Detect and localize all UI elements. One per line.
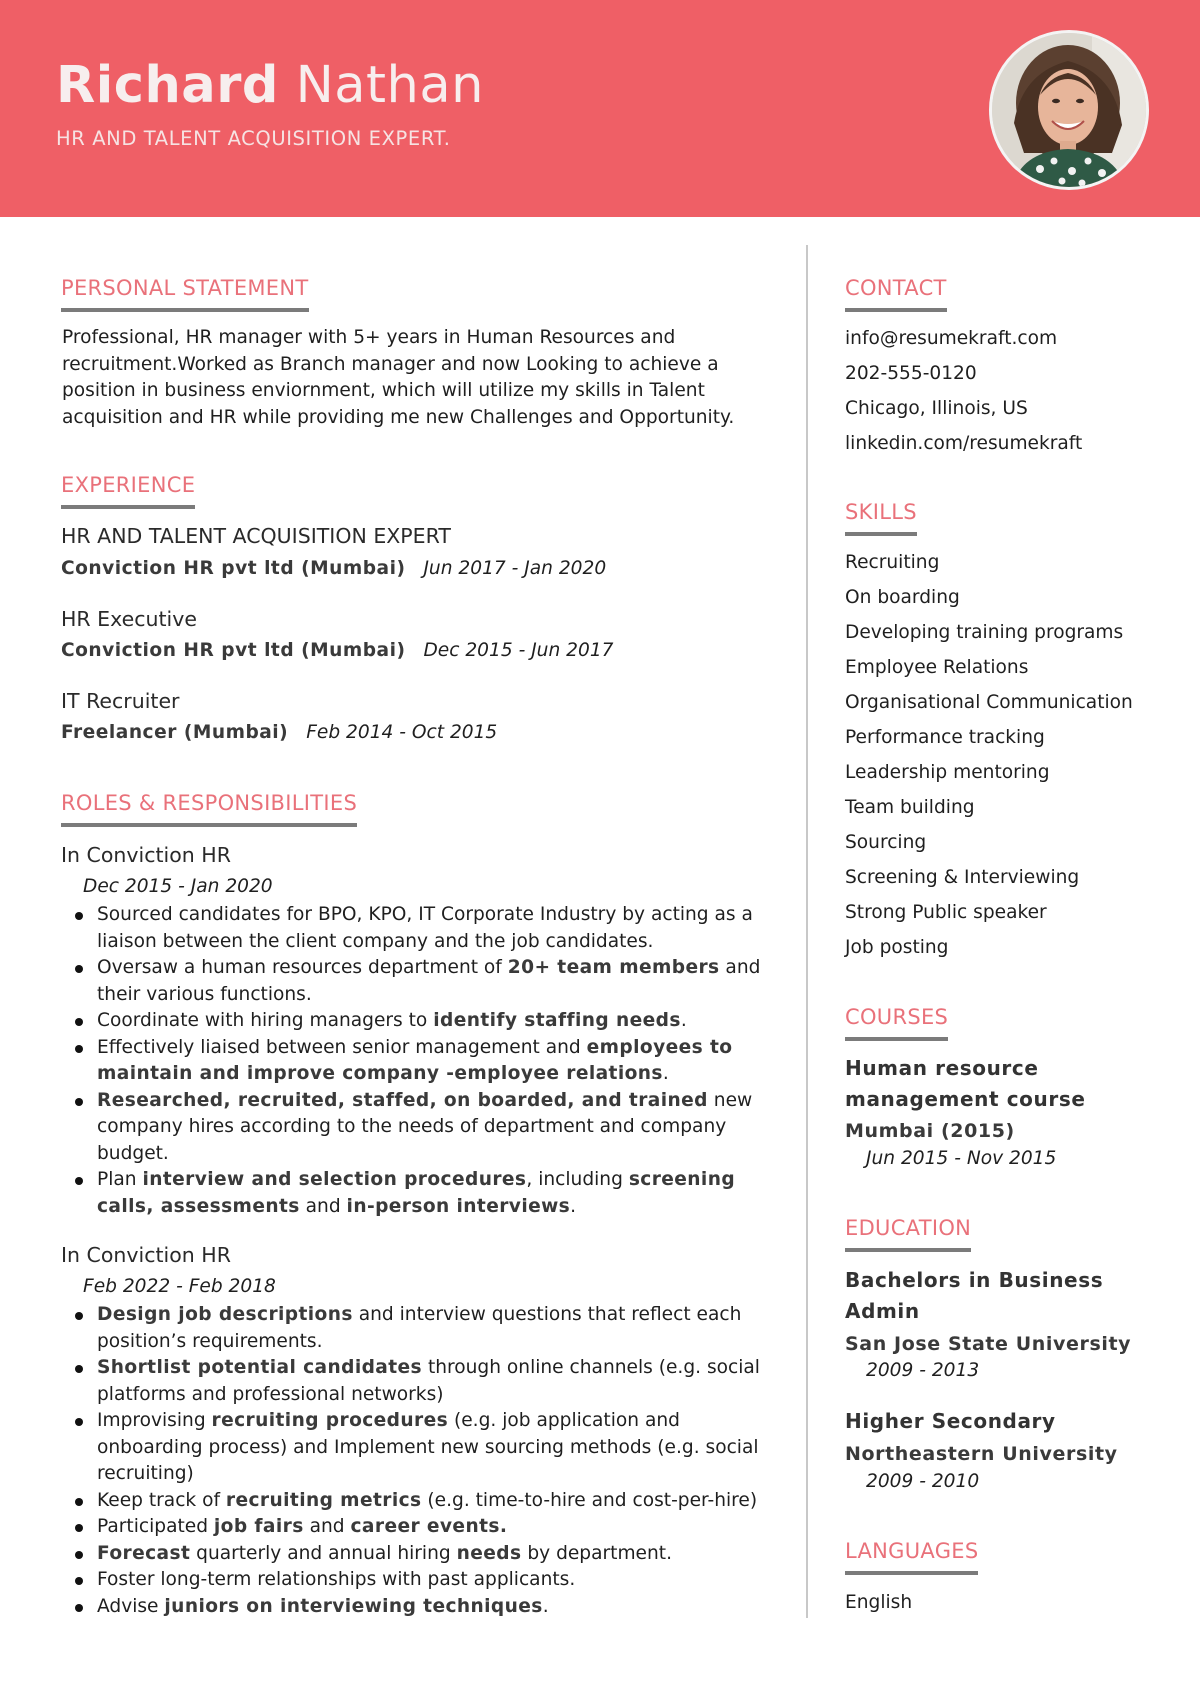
roles-bullet-item: [62, 1035, 772, 1088]
bullet-text: Advise: [97, 1595, 165, 1617]
job-dates: Jun 2017 - Jan 2020: [423, 558, 607, 579]
bullet-dot-icon: [75, 1018, 83, 1026]
bullet-text: by department.: [521, 1542, 672, 1564]
section-title-education: EDUCATION: [845, 1214, 971, 1252]
section-title-roles: ROLES & RESPONSIBILITIES: [61, 789, 357, 827]
education-dates: 2009 - 2013: [866, 1360, 980, 1381]
bullet-text: Participated: [97, 1516, 214, 1537]
bullet-dot-icon: [75, 1045, 83, 1053]
section-title-courses: COURSES: [845, 1003, 948, 1041]
roles-group-heading: In Conviction HR: [61, 843, 231, 867]
bullet-emphasis: employees to maintain and improve company -employee relations: [97, 1036, 733, 1084]
section-title-contact: CONTACT: [845, 274, 947, 312]
education-degree-line2: Admin: [845, 1299, 920, 1323]
skill-item: Sourcing: [845, 832, 927, 853]
skill-item: Employee Relations: [845, 657, 1029, 678]
job-meta: [61, 720, 497, 746]
bullet-text: .: [542, 1595, 549, 1617]
skill-item: Screening & Interviewing: [845, 867, 1080, 888]
roles-bullet-item: [62, 955, 772, 1008]
bullet-text: Improvising: [97, 1410, 212, 1431]
section-title-personal-statement: PERSONAL STATEMENT: [61, 274, 309, 312]
course-place: Mumbai (2015): [845, 1120, 1015, 1142]
section-title-experience: EXPERIENCE: [61, 471, 195, 509]
job-dates: Dec 2015 - Jun 2017: [423, 640, 614, 661]
roles-bullet-item: [62, 1567, 772, 1594]
course-name: Human resource: [845, 1056, 1039, 1080]
education-dates: 2009 - 2010: [866, 1471, 980, 1492]
bullet-emphasis: interview and selection procedures: [142, 1169, 527, 1190]
header-banner: [0, 0, 1200, 217]
bullet-dot-icon: [75, 912, 83, 920]
language-item: English: [845, 1592, 913, 1613]
bullet-text: Coordinate with hiring managers to: [97, 1010, 434, 1031]
bullet-emphasis: juniors on interviewing techniques: [164, 1595, 543, 1617]
contact-phone: 202-555-0120: [845, 363, 977, 384]
bullet-dot-icon: [75, 1177, 83, 1185]
bullet-text: .: [570, 1195, 577, 1217]
portrait-icon: [992, 33, 1146, 187]
roles-group-dates: Feb 2022 - Feb 2018: [83, 1276, 276, 1297]
bullet-text: (e.g. time-to-hire and cost-per-hire): [421, 1489, 758, 1511]
roles-bullet-item: [62, 1408, 772, 1488]
bullet-dot-icon: [75, 1577, 83, 1585]
contact-location: Chicago, Illinois, US: [845, 398, 1028, 419]
roles-group-heading: In Conviction HR: [61, 1243, 231, 1267]
bullet-text: Oversaw a human resources department of: [97, 957, 508, 978]
bullet-dot-icon: [75, 1498, 83, 1506]
bullet-text: Plan: [97, 1169, 143, 1190]
course-name-line2: management course: [845, 1087, 1086, 1111]
bullet-dot-icon: [75, 1312, 83, 1320]
bullet-emphasis: identify staffing needs: [433, 1010, 681, 1031]
bullet-text: Foster long-term relationships with past applicants.: [97, 1569, 576, 1590]
bullet-text: and: [299, 1195, 347, 1217]
bullet-text: , including: [526, 1169, 629, 1190]
bullet-text: through online channels (e.g. social platforms and professional networks): [97, 1357, 760, 1405]
skill-item: Strong Public speaker: [845, 902, 1047, 923]
bullet-dot-icon: [75, 1418, 83, 1426]
job-company: Conviction HR pvt ltd (Mumbai): [61, 558, 406, 579]
bullet-emphasis: Design job descriptions: [97, 1304, 353, 1325]
bullet-emphasis: Researched, recruited, staffed, on boarded, and trained: [97, 1089, 708, 1111]
bullet-text: .: [662, 1063, 669, 1084]
bullet-text: and interview questions that reflect each position’s requirements.: [97, 1304, 742, 1352]
bullet-text: (e.g. job application and onboarding process) and Implement new sourcing methods (e.g. social recruiting): [97, 1410, 759, 1484]
candidate-name: [56, 54, 484, 118]
education-school: San Jose State University: [845, 1333, 1132, 1355]
section-title-languages: LANGUAGES: [845, 1537, 978, 1575]
skill-item: Job posting: [845, 937, 949, 958]
skill-item: Organisational Communication: [845, 692, 1133, 713]
roles-bullet-item: [62, 1594, 772, 1621]
bullet-text: Keep track of: [97, 1489, 226, 1511]
roles-bullet-list: [62, 1302, 772, 1620]
skill-item: Team building: [845, 797, 975, 818]
job-company: Freelancer (Mumbai): [61, 722, 289, 743]
bullet-emphasis: needs: [456, 1542, 522, 1564]
skill-item: Performance tracking: [845, 727, 1045, 748]
bullet-text: Sourced candidates for BPO, KPO, IT Corporate Industry by acting as a liaison between the client company and the job candidates.: [97, 904, 753, 952]
bullet-emphasis: job fairs: [213, 1516, 304, 1537]
contact-linkedin[interactable]: linkedin.com/resumekraft: [845, 433, 1083, 454]
bullet-emphasis: Shortlist potential candidates: [97, 1357, 423, 1378]
bullet-emphasis: recruiting metrics: [225, 1489, 422, 1511]
bullet-emphasis: 20+ team members: [507, 957, 720, 978]
roles-bullet-item: [62, 1541, 772, 1568]
roles-bullet-item: [62, 1302, 772, 1355]
bullet-text: Effectively liaised between senior management and: [97, 1036, 587, 1058]
roles-bullet-item: [62, 1008, 772, 1035]
education-school: Northeastern University: [845, 1443, 1118, 1465]
roles-bullet-list: [62, 902, 772, 1220]
bullet-emphasis: Forecast: [97, 1542, 191, 1564]
job-title: IT Recruiter: [61, 689, 180, 713]
bullet-text: .: [680, 1010, 687, 1031]
job-company: Conviction HR pvt ltd (Mumbai): [61, 640, 406, 661]
section-title-skills: SKILLS: [845, 498, 917, 536]
education-degree: Higher Secondary: [845, 1409, 1056, 1433]
roles-bullet-item: [62, 1514, 772, 1541]
job-meta: [61, 556, 606, 582]
job-meta: [61, 638, 613, 664]
bullet-text: and their various functions.: [97, 957, 761, 1005]
bullet-text: and: [303, 1516, 351, 1537]
bullet-text: quarterly and annual hiring: [190, 1542, 457, 1564]
course-dates: Jun 2015 - Nov 2015: [866, 1148, 1057, 1169]
bullet-dot-icon: [75, 965, 83, 973]
roles-bullet-item: [62, 1488, 772, 1515]
bullet-emphasis: screening calls, assessments: [97, 1169, 736, 1217]
bullet-emphasis: in-person interviews: [346, 1195, 571, 1217]
job-dates: Feb 2014 - Oct 2015: [306, 722, 498, 743]
bullet-text: new company hires according to the needs of department and company budget.: [97, 1089, 753, 1164]
personal-statement-text: Professional, HR manager with 5+ years in Human Resources and recruitment.Worked as Branch manager and now Looking to achieve a position in business enviornment, which will utilize my skills in Talent acquisition and HR while providing me new Challenges and Opportunity.: [62, 327, 735, 428]
roles-bullet-item: [62, 1355, 772, 1408]
bullet-emphasis: recruiting procedures: [211, 1410, 449, 1431]
skill-item: Recruiting: [845, 552, 940, 573]
bullet-dot-icon: [75, 1098, 83, 1106]
roles-bullet-item: [62, 902, 772, 955]
skill-item: On boarding: [845, 587, 960, 608]
bullet-emphasis: career events.: [350, 1516, 508, 1537]
roles-bullet-item: [62, 1088, 772, 1168]
job-title: HR Executive: [61, 607, 197, 631]
skill-item: Leadership mentoring: [845, 762, 1050, 783]
job-title: HR AND TALENT ACQUISITION EXPERT: [61, 524, 451, 548]
contact-email[interactable]: info@resumekraft.com: [845, 328, 1058, 349]
profile-photo: [989, 30, 1149, 190]
job-tagline: HR AND TALENT ACQUISITION EXPERT.: [56, 127, 451, 150]
roles-group-dates: Dec 2015 - Jan 2020: [83, 876, 273, 897]
column-divider: [806, 245, 808, 1618]
bullet-dot-icon: [75, 1551, 83, 1559]
bullet-dot-icon: [75, 1524, 83, 1532]
first-name: Richard: [56, 56, 279, 115]
bullet-dot-icon: [75, 1365, 83, 1373]
education-degree: Bachelors in Business: [845, 1268, 1104, 1292]
roles-bullet-item: [62, 1167, 772, 1220]
skill-item: Developing training programs: [845, 622, 1124, 643]
bullet-dot-icon: [75, 1604, 83, 1612]
last-name: Nathan: [295, 56, 484, 115]
